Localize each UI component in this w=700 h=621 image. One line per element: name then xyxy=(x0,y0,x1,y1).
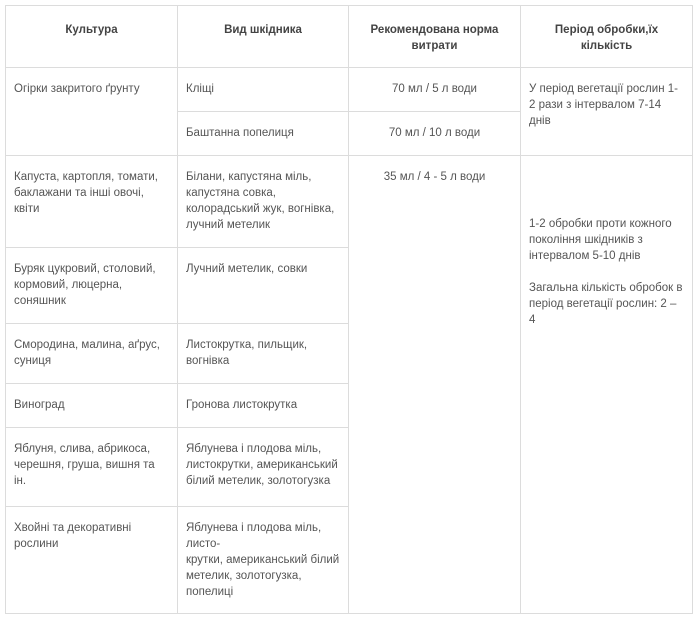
table-row xyxy=(6,68,693,112)
pest-cell: Яблунева і плодова міль, листокрутки, американський білий метелик, золотогузка xyxy=(178,428,349,507)
period-text-2: Загальна кількість обробок в період вегетації рослин: 2 – 4 xyxy=(529,282,683,326)
header-period: Період обробки,їх кількість xyxy=(521,6,693,68)
period-cell xyxy=(521,156,693,614)
crop-cell: Смородина, малина, аґрус, суниця xyxy=(6,324,178,384)
crop-cell: Хвойні та декоративні рослини xyxy=(6,507,178,614)
pesticide-table xyxy=(5,5,693,614)
pest-cell: Баштанна попелиця xyxy=(178,112,349,156)
norm-cell: 70 мл / 10 л води xyxy=(349,112,521,156)
norm-cell: 70 мл / 5 л води xyxy=(349,68,521,112)
table-row xyxy=(6,156,693,248)
header-crop: Культура xyxy=(6,6,178,68)
period-cell: У період вегетації рослин 1-2 рази з інтервалом 7-14 днів xyxy=(521,68,693,156)
crop-cell: Буряк цукровий, столовий, кормовий, люцерна, соняшник xyxy=(6,248,178,324)
header-row xyxy=(6,6,693,68)
crop-cell: Капуста, картопля, томати, баклажани та інші овочі, квіти xyxy=(6,156,178,248)
pest-cell: Листокрутка, пильщик, вогнівка xyxy=(178,324,349,384)
crop-cell: Виноград xyxy=(6,384,178,428)
pest-text-1: Яблунева і плодова міль, листо- xyxy=(186,522,322,550)
pest-text-2: крутки, американський білий метелик, золотогузка, попелиці xyxy=(186,554,340,598)
pest-cell: Білани, капустяна міль, капустяна совка, колорадський жук, вогнівка, лучний метелик xyxy=(178,156,349,248)
pest-cell xyxy=(178,507,349,614)
norm-cell: 35 мл / 4 - 5 л води xyxy=(349,156,521,614)
header-norm: Рекомендована норма витрати xyxy=(349,6,521,68)
header-pest: Вид шкідника xyxy=(178,6,349,68)
pest-cell: Кліщі xyxy=(178,68,349,112)
crop-cell: Огірки закритого ґрунту xyxy=(6,68,178,156)
crop-cell: Яблуня, слива, абрикоса, черешня, груша, вишня та ін. xyxy=(6,428,178,507)
period-text-1: 1-2 обробки проти кожного покоління шкідників з інтервалом 5-10 днів xyxy=(529,218,672,262)
pest-cell: Лучний метелик, совки xyxy=(178,248,349,324)
pest-cell: Гронова листокрутка xyxy=(178,384,349,428)
